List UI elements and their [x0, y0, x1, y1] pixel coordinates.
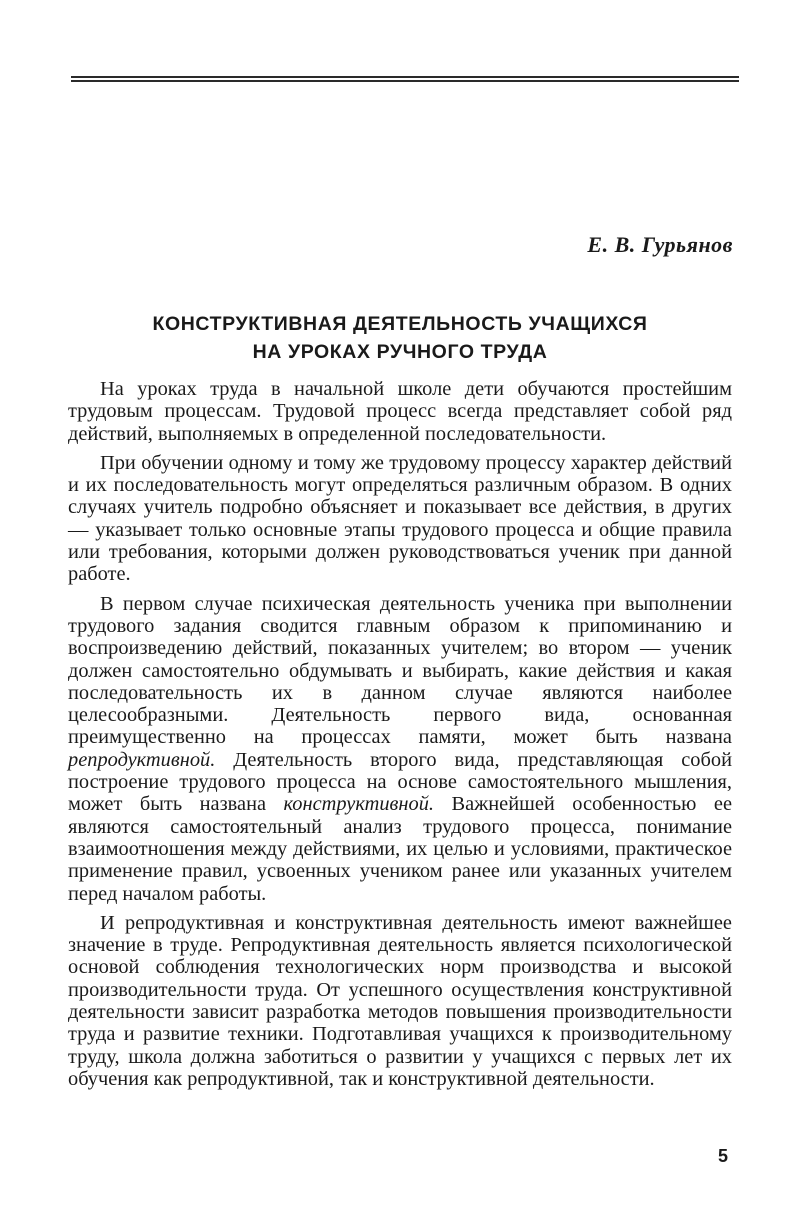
article-title [60, 310, 740, 366]
title-line-2: НА УРОКАХ РУЧНОГО ТРУДА [252, 341, 548, 363]
paragraph-3 [68, 593, 732, 905]
title-line-1: КОНСТРУКТИВНАЯ ДЕЯТЕЛЬНОСТЬ УЧАЩИХСЯ [152, 313, 648, 335]
top-rule-double [71, 80, 739, 82]
paragraph-3-part-b: Деятельность второго вида, представляющая собой построение трудового процесса на основе самостоятельного мышления, может быть названа [68, 748, 732, 816]
term-constructive: конструктивной. [283, 793, 435, 816]
page-number: 5 [717, 1146, 728, 1166]
paragraph-3-part-a: В первом случае психическая деятельность ученика при выполнении трудового задания сводится главным образом к припоминанию и воспроизведению действий, показанных учителем; во втором — ученик должен самостоятельно обдумывать и выбирать, какие действия и какая последовательность их в данном случае являются наиболее целесообразными. Деятельность первого вида, основанная преимущественно на процессах памяти, может быть названа [68, 592, 732, 749]
author-name: Е. В. Гурьянов [587, 232, 733, 257]
article-body [68, 378, 732, 1097]
paragraph-2: При обучении одному и тому же трудовому процессу характер действий и их последовательность могут определяться различным образом. В одних случаях учитель подробно объясняет и показывает все действия, в других — указывает только основные этапы трудового процесса и общие правила или требования, которыми должен руководствоваться ученик при данной работе. [68, 451, 732, 586]
paragraph-4: И репродуктивная и конструктивная деятельность имеют важнейшее значение в труде. Репродуктивная деятельность является психологической основой соблюдения технологических норм производства и высокой производительности труда. От успешного осуществления конструктивной деятельности зависит разработка методов повышения производительности труда и развитие техники. Подготавливая учащихся к производительному труду, школа должна заботиться о развитии у учащихся с первых лет их обучения как репродуктивной, так и конструктивной деятельности. [68, 911, 732, 1090]
paragraph-3-part-c: Важнейшей особенностью ее являются самостоятельный анализ трудового процесса, понимание взаимоотношения между действиями, их целью и условиями, практическое применение правил, усвоенных учеником ранее или указанных учителем перед началом работы. [68, 793, 732, 905]
term-reproductive: репродуктивной. [68, 748, 216, 771]
paragraph-1: На уроках труда в начальной школе дети обучаются простейшим трудовым процессам. Трудовой процесс всегда представляет собой ряд действий, выполняемых в определенной последовательности. [68, 378, 732, 445]
top-rule [71, 76, 739, 78]
